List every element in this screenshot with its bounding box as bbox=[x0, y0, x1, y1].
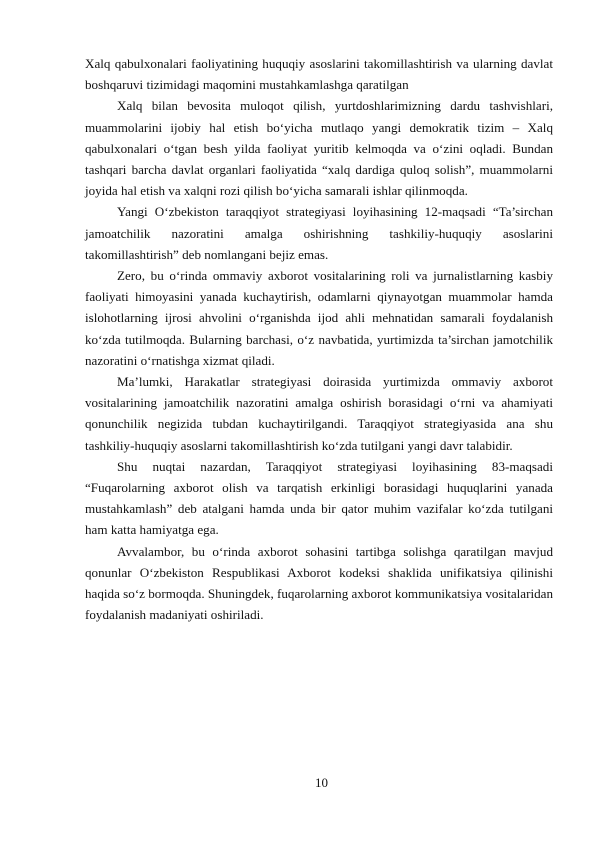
body-text bbox=[85, 53, 553, 625]
paragraph-intro: Xalq qabulxonalari faoliyatining huquqiy asoslarini takomillashtirish va ularning davlat boshqaruvi tizimidagi maqomini mustahkamlashga qaratilgan bbox=[85, 56, 553, 93]
paragraph: Yangi O‘zbekiston taraqqiyot strategiyasi loyihasining 12-maqsadi “Ta’sirchan jamoatchilik nazoratini amalga oshirishning tashkiliy-huquqiy asoslarini takomillashtirish” deb nomlangani bejiz emas. bbox=[85, 204, 553, 262]
paragraph: Zero, bu o‘rinda ommaviy axborot vositalarining roli va jurnalistlarning kasbiy faoliyati himoyasini yanada kuchaytirish, odamlarni qiynayotgan muammolar hamda islohotlarning ijrosi ahvolini o‘rganishda ijod ahli mehnatidan samarali foydalanish ko‘zda tutilmoqda. Bularning barchasi, o‘z navbatida, yurtimizda ta’sirchan jamotchilik nazoratini o‘rnatishga xizmat qiladi. bbox=[85, 268, 553, 368]
paragraph: Avvalambor, bu o‘rinda axborot sohasini tartibga solishga qaratilgan mavjud qonunlar O‘zbekiston Respublikasi Axborot kodeksi shaklida unifikatsiya qilinishi haqida so‘z bormoqda. Shuningdek, fuqarolarning axborot kommunikatsiya vositalaridan foydalanish madaniyati oshiriladi. bbox=[85, 543, 553, 623]
paragraph: Xalq bilan bevosita muloqot qilish, yurtdoshlarimizning dardu tashvishlari, muammolarini ijobiy hal etish bo‘yicha mutlaqo yangi demokratik tizim – Xalq qabulxonalari o‘tgan besh yilda faoliyat yuritib kelmoqda va o‘zini oqladi. Bundan tashqari barcha davlat organlari faoliyatida “xalq dardiga quloq solish”, muammolarni joyida hal etish va xalqni rozi qilish bo‘yicha samarali ishlar qilinmoqda. bbox=[85, 98, 553, 199]
paragraph: Ma’lumki, Harakatlar strategiyasi doirasida yurtimizda ommaviy axborot vositalarining jamoatchilik nazoratini amalga oshirish borasidagi o‘rni va ahamiyati qonunchilik negizida tubdan kuchaytirilgandi. Taraqqiyot strategiyasida ana shu tashkiliy-huquqiy asoslarni takomillashtirish ko‘zda tutilgani yangi davr talabidir. bbox=[85, 374, 553, 453]
paragraph: Shu nuqtai nazardan, Taraqqiyot strategiyasi loyihasining 83-maqsadi “Fuqarolarning axborot olish va tarqatish erkinligi borasidagi huquqlarini yanada mustahkamlash” deb atalgani hamda unda bir qator muhim vazifalar ko‘zda tutilgani ham katta hamiyatga ega. bbox=[85, 458, 553, 538]
page-number: 10 bbox=[315, 775, 328, 790]
